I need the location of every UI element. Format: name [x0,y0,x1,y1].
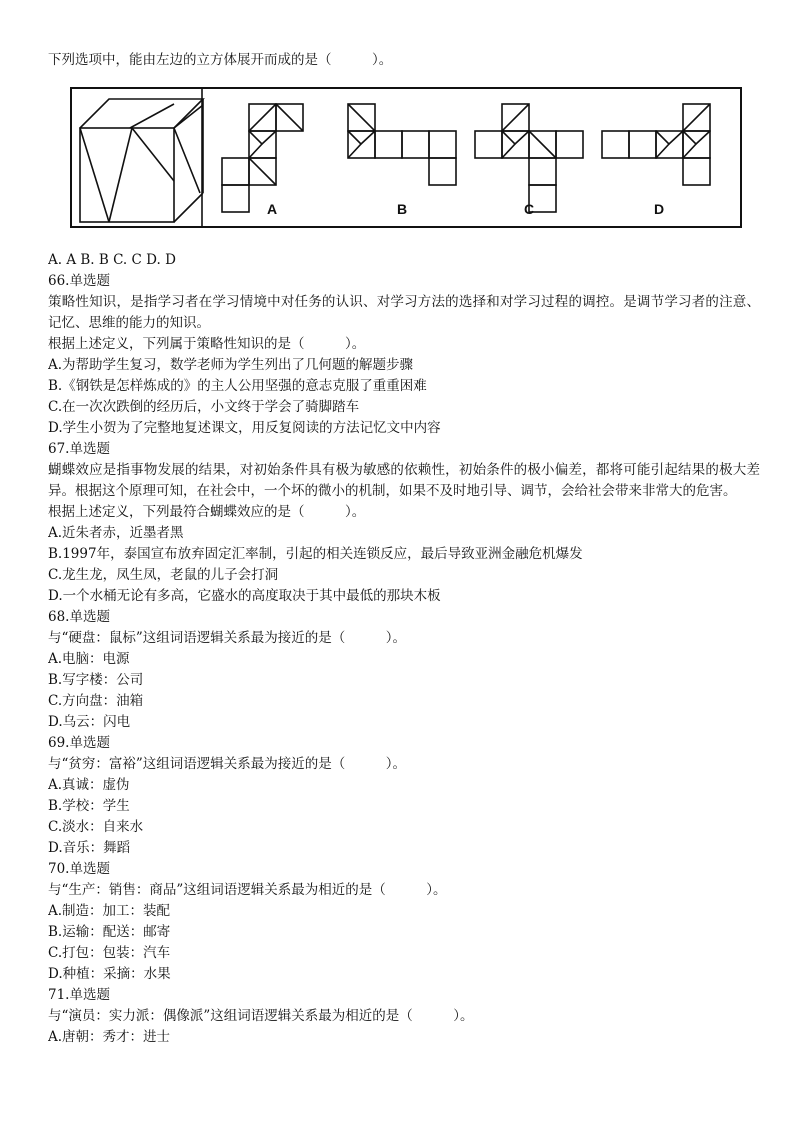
question-65-options: A. A B. B C. C D. D [48,252,176,268]
question-71-stem: 与“演员：实力派：偶像派”这组词语逻辑关系最为相近的是（ ）。 [48,1008,474,1024]
figure-label-c: C [523,201,535,217]
question-69-header: 69.单选题 [48,735,110,751]
question-71-option-a: A.唐朝：秀才：进士 [48,1029,171,1045]
question-68-option-a: A.电脑：电源 [48,651,130,667]
question-66-definition: 策略性知识，是指学习者在学习情境中对任务的认识、对学习方法的选择和对学习过程的调控。是调节学习者的注意、记忆、思维的能力的知识。 [48,294,760,331]
question-68-option-b: B.写字楼：公司 [48,672,144,688]
question-66-option-a: A.为帮助学生复习，数学老师为学生列出了几何题的解题步骤 [48,357,414,373]
question-67-option-c: C.龙生龙，凤生凤，老鼠的儿子会打洞 [48,567,279,583]
figure-label-a: A [266,201,278,217]
question-69-option-c: C.淡水：自来水 [48,819,144,835]
question-68-header: 68.单选题 [48,609,110,625]
question-67-definition: 蝴蝶效应是指事物发展的结果，对初始条件具有极为敏感的依赖性，初始条件的极小偏差，都将可能引起结果的极大差异。根据这个原理可知，在社会中，一个坏的微小的机制，如果不及时地引导、调节，会给社会带来非常大的危害。 [48,462,760,499]
question-70-header: 70.单选题 [48,861,110,877]
question-70-option-c: C.打包：包装：汽车 [48,945,171,961]
question-68-stem: 与“硬盘：鼠标”这组词语逻辑关系最为接近的是（ ）。 [48,630,407,646]
question-69-option-a: A.真诚：虚伪 [48,777,130,793]
question-66-option-b: B.《钢铁是怎样炼成的》的主人公用坚强的意志克服了重重困难 [48,378,427,394]
question-65-stem: 下列选项中，能由左边的立方体展开而成的是（ ）。 [48,52,393,68]
question-67-header: 67.单选题 [48,441,110,457]
question-70-option-a: A.制造：加工：装配 [48,903,171,919]
figure-label-b: B [396,201,408,217]
question-66-header: 66.单选题 [48,273,110,289]
question-69-stem: 与“贫穷：富裕”这组词语逻辑关系最为接近的是（ ）。 [48,756,407,772]
question-66-option-c: C.在一次次跌倒的经历后，小文终于学会了骑脚踏车 [48,399,360,415]
net-option-d [602,104,710,185]
question-67-option-a: A.近朱者赤，近墨者黑 [48,525,184,541]
question-68-option-c: C.方向盘：油箱 [48,693,144,709]
question-68-option-d: D.乌云：闪电 [48,714,131,730]
question-66-option-d: D.学生小贺为了完整地复述课文，用反复阅读的方法记忆文中内容 [48,420,441,436]
figure-label-d: D [653,201,665,217]
question-70-option-b: B.运输：配送：邮寄 [48,924,171,940]
question-67-stem: 根据上述定义，下列最符合蝴蝶效应的是（ ）。 [48,504,366,520]
question-66-stem: 根据上述定义，下列属于策略性知识的是（ ）。 [48,336,366,352]
net-option-a [222,104,303,212]
question-70-stem: 与“生产：销售：商品”这组词语逻辑关系最为相近的是（ ）。 [48,882,447,898]
cube-net-figure [70,87,742,228]
question-69-option-b: B.学校：学生 [48,798,130,814]
question-list [48,250,760,1048]
net-option-c [475,104,583,212]
cube-illustration [80,99,203,222]
question-67-option-d: D.一个水桶无论有多高，它盛水的高度取决于其中最低的那块木板 [48,588,441,604]
question-71-header: 71.单选题 [48,987,110,1003]
question-70-option-d: D.种植：采摘：水果 [48,966,171,982]
question-69-option-d: D.音乐：舞蹈 [48,840,131,856]
cube-net-drawing [72,89,740,226]
question-67-option-b: B.1997年，泰国宣布放弃固定汇率制，引起的相关连锁反应，最后导致亚洲金融危机爆发 [48,546,583,562]
net-option-b [348,104,456,185]
